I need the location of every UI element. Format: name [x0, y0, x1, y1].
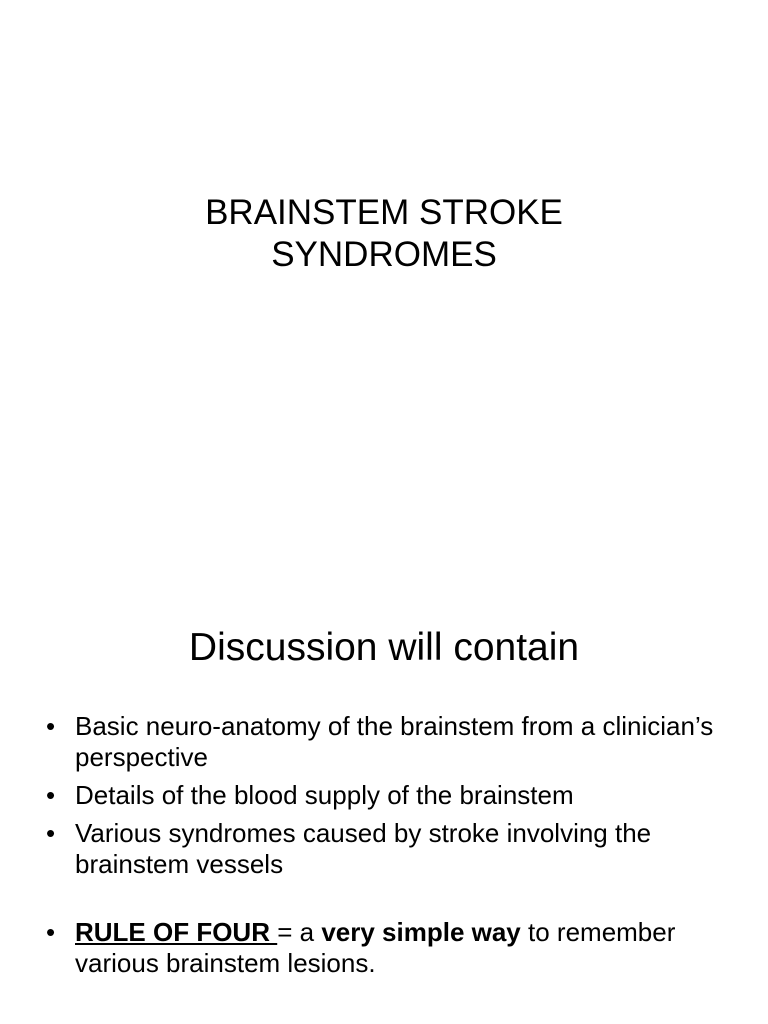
bullet-dot: •	[46, 917, 56, 947]
title-line-2: SYNDROMES	[271, 235, 497, 274]
bullet-text: Details of the blood supply of the brainstem	[75, 780, 574, 810]
bullet-dot: •	[46, 818, 56, 848]
bullet-item	[46, 711, 736, 773]
content-slide	[0, 512, 768, 1024]
bullet-text: Various syndromes caused by stroke involving the brainstem vessels	[75, 818, 652, 879]
rule-of-four-item	[46, 917, 736, 979]
bullet-dot: •	[46, 711, 56, 741]
rule-term: RULE OF FOUR	[75, 917, 278, 947]
title-line-1: BRAINSTEM STROKE	[205, 193, 563, 232]
rule-equals: = a	[277, 917, 322, 947]
slide-title	[0, 192, 768, 276]
rule-emphasis: very simple way	[321, 917, 521, 947]
bullet-item	[46, 780, 736, 811]
bullet-list	[46, 711, 736, 986]
bullet-text: Basic neuro-anatomy of the brainstem from a clinician’s perspective	[75, 711, 714, 772]
bullet-item	[46, 818, 736, 880]
bullet-dot: •	[46, 780, 56, 810]
rule-rest: to remember various brainstem lesions.	[75, 917, 676, 978]
slide-heading: Discussion will contain	[188, 626, 580, 669]
